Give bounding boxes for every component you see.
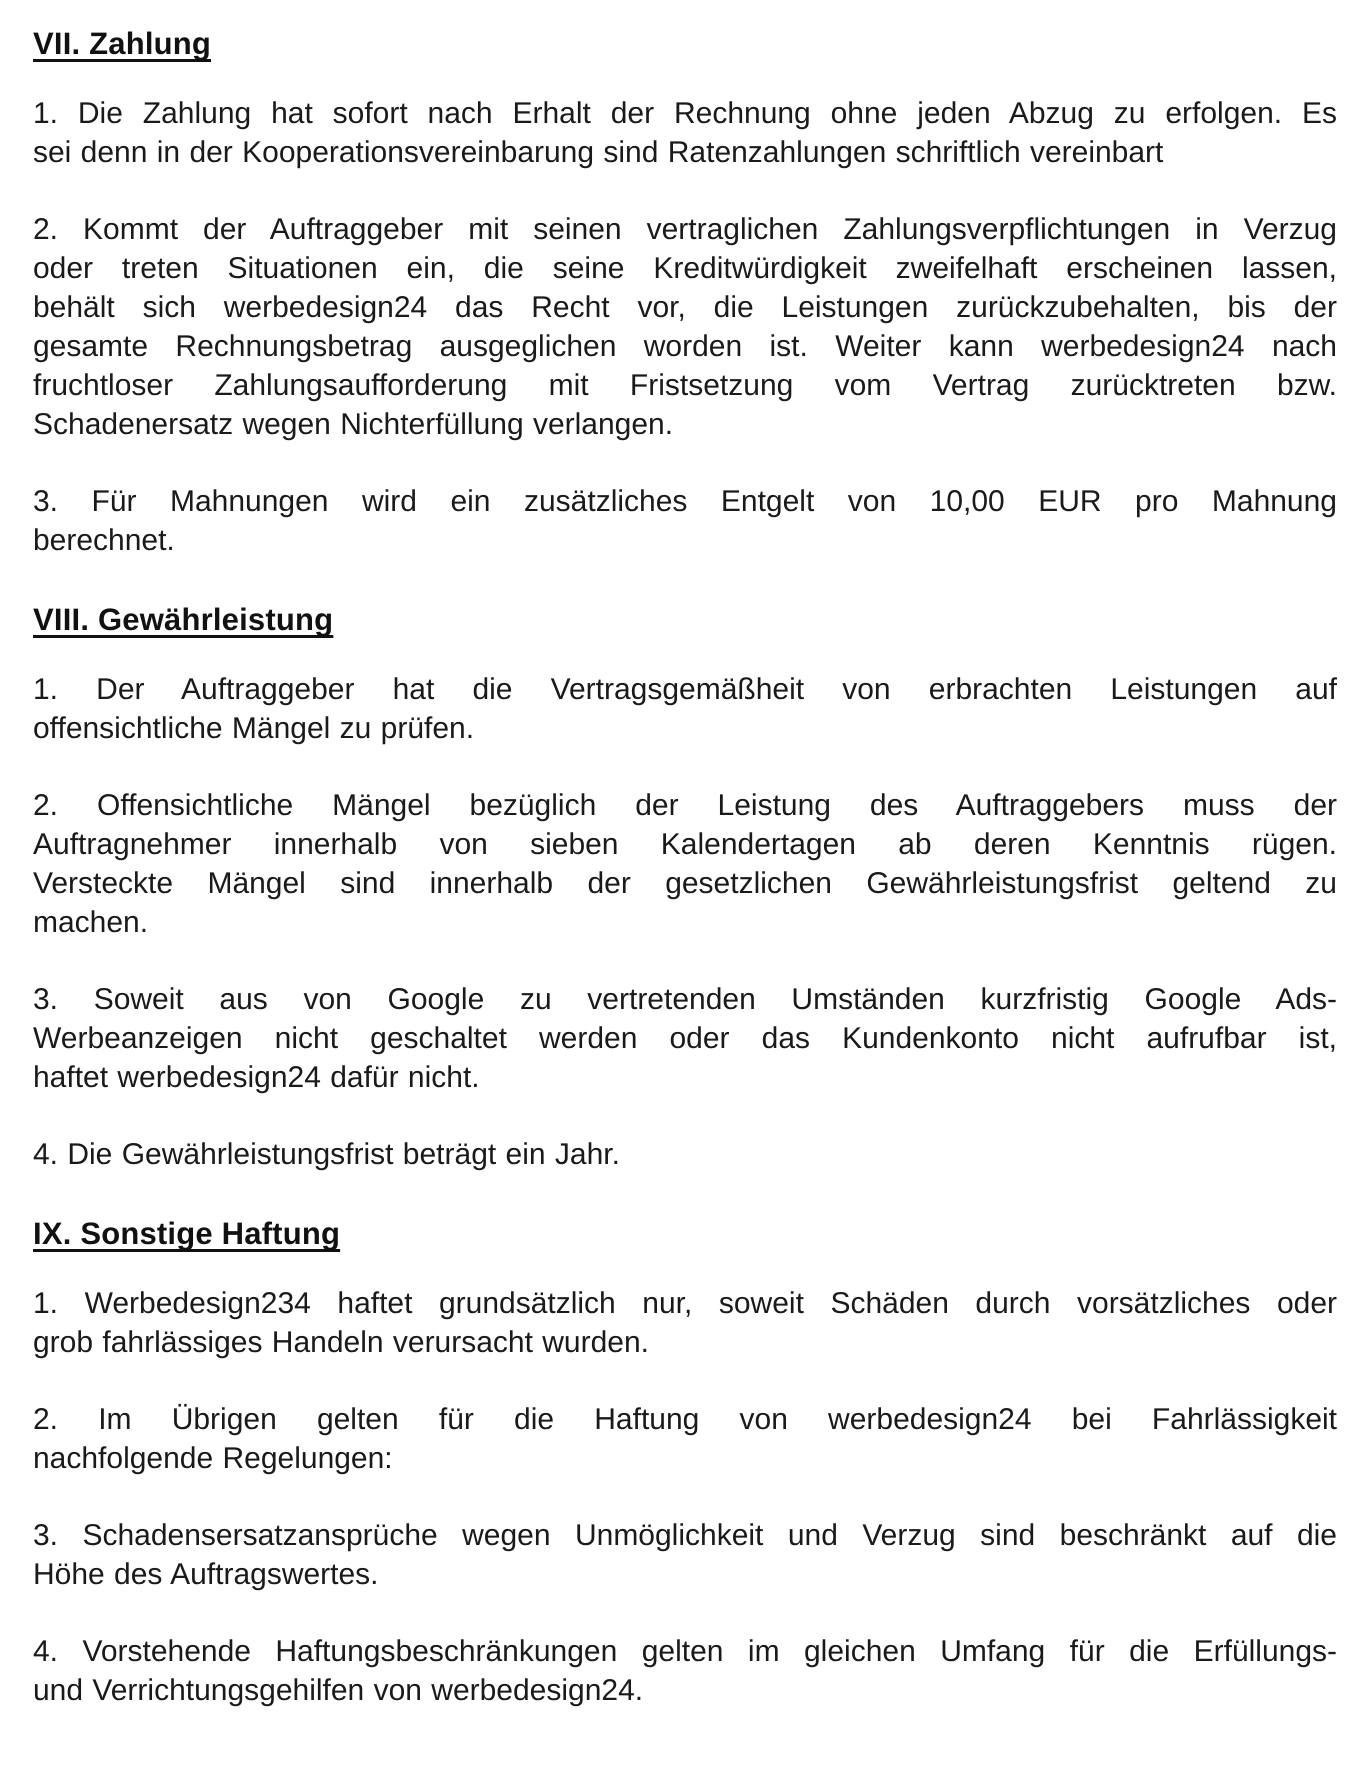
text-line: grob fahrlässiges Handeln verursacht wurden. xyxy=(33,1326,649,1359)
text-line: 2. Offensichtliche Mängel bezüglich der Leistung des Auftraggebers muss der xyxy=(33,789,1337,822)
text-line: und Verrichtungsgehilfen von werbedesign24. xyxy=(33,1674,644,1707)
text-line: nachfolgende Regelungen: xyxy=(33,1442,393,1475)
text-line: Höhe des Auftragswertes. xyxy=(33,1558,379,1591)
text-line: offensichtliche Mängel zu prüfen. xyxy=(33,712,475,745)
paragraph xyxy=(33,670,1337,748)
text-line: 2. Im Übrigen gelten für die Haftung von werbedesign24 bei Fahrlässigkeit xyxy=(33,1403,1337,1436)
text-line: berechnet. xyxy=(33,524,175,557)
text-line: 1. Werbedesign234 haftet grundsätzlich nur, soweit Schäden durch vorsätzliches oder xyxy=(33,1287,1337,1320)
paragraph xyxy=(33,1135,1337,1174)
text-line: sei denn in der Kooperationsvereinbarung sind Ratenzahlungen schriftlich vereinbart xyxy=(33,136,1164,169)
text-line: Auftragnehmer innerhalb von sieben Kalendertagen ab deren Kenntnis rügen. xyxy=(33,828,1337,861)
paragraph xyxy=(33,1632,1337,1710)
text-line: 2. Kommt der Auftraggeber mit seinen vertraglichen Zahlungsverpflichtungen in Verzug xyxy=(33,213,1337,246)
paragraph xyxy=(33,1284,1337,1362)
paragraph xyxy=(33,210,1337,444)
text-line: 3. Soweit aus von Google zu vertretenden Umständen kurzfristig Google Ads- xyxy=(33,983,1337,1016)
document-section xyxy=(33,600,1337,1174)
section-heading: IX. Sonstige Haftung xyxy=(33,1216,341,1251)
text-line: 4. Die Gewährleistungsfrist beträgt ein Jahr. xyxy=(33,1138,620,1171)
paragraph xyxy=(33,980,1337,1097)
text-line: machen. xyxy=(33,906,149,939)
section-heading: VIII. Gewährleistung xyxy=(33,602,334,637)
paragraph xyxy=(33,94,1337,172)
document-section xyxy=(33,24,1337,560)
paragraph xyxy=(33,482,1337,560)
text-line: behält sich werbedesign24 das Recht vor, die Leistungen zurückzubehalten, bis der xyxy=(33,291,1337,324)
text-line: oder treten Situationen ein, die seine Kreditwürdigkeit zweifelhaft erscheinen lassen, xyxy=(33,252,1337,285)
text-line: 4. Vorstehende Haftungsbeschränkungen gelten im gleichen Umfang für die Erfüllungs- xyxy=(33,1635,1337,1668)
text-line: 3. Schadensersatzansprüche wegen Unmöglichkeit und Verzug sind beschränkt auf die xyxy=(33,1519,1337,1552)
paragraph xyxy=(33,1400,1337,1478)
paragraph xyxy=(33,1516,1337,1594)
section-heading: VII. Zahlung xyxy=(33,26,212,61)
paragraph xyxy=(33,786,1337,942)
text-line: Versteckte Mängel sind innerhalb der gesetzlichen Gewährleistungsfrist geltend zu xyxy=(33,867,1337,900)
text-line: Schadenersatz wegen Nichterfüllung verlangen. xyxy=(33,408,674,441)
text-line: fruchtloser Zahlungsaufforderung mit Fristsetzung vom Vertrag zurücktreten bzw. xyxy=(33,369,1337,402)
text-line: 1. Der Auftraggeber hat die Vertragsgemäßheit von erbrachten Leistungen auf xyxy=(33,673,1337,706)
document-section xyxy=(33,1214,1337,1710)
text-line: 1. Die Zahlung hat sofort nach Erhalt der Rechnung ohne jeden Abzug zu erfolgen. Es xyxy=(33,97,1337,130)
text-line: 3. Für Mahnungen wird ein zusätzliches Entgelt von 10,00 EUR pro Mahnung xyxy=(33,485,1337,518)
text-line: haftet werbedesign24 dafür nicht. xyxy=(33,1061,480,1094)
text-line: gesamte Rechnungsbetrag ausgeglichen worden ist. Weiter kann werbedesign24 nach xyxy=(33,330,1337,363)
text-line: Werbeanzeigen nicht geschaltet werden oder das Kundenkonto nicht aufrufbar ist, xyxy=(33,1022,1337,1055)
